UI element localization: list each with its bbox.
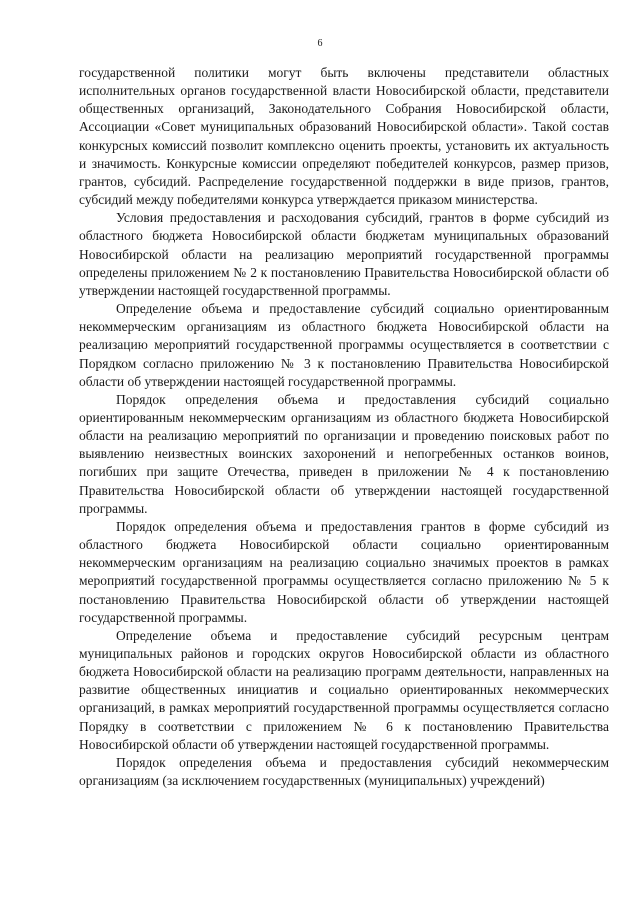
paragraph-grants: Порядок определения объема и предоставления грантов в форме субсидий из областного бюджета Новосибирской области социально ориентированным некоммерческим организациям на реализацию социально значимых проектов в рамках мероприятий государственной программы осуществляется согласно приложению № 5 к постановлению Правительства Новосибирской области об утверждении настоящей государственной программы. <box>79 518 609 625</box>
paragraph-search-works: Порядок определения объема и предоставления субсидий социально ориентированным некоммерческим организациям из областного бюджета Новосибирской области на реализацию мероприятий по организации и проведению поисковых работ по выявлению неизвестных воинских захоронений и непогребенных останков воинов, погибших при защите Отечества, приведен в приложении № 4 к постановлению Правительства Новосибирской области об утверждении настоящей государственной программы. <box>79 391 609 516</box>
paragraph-resource-centers: Определение объема и предоставление субсидий ресурсным центрам муниципальных районов и городских округов Новосибирской области из областного бюджета Новосибирской области на реализацию программ деятельности, направленных на развитие общественных инициатив и социально ориентированных некоммерческих организаций, в рамках мероприятий государственной программы осуществляется согласно Порядку в соответствии с приложением № 6 к постановлению Правительства Новосибирской области об утверждении настоящей государственной программы. <box>79 627 609 752</box>
document-body <box>79 64 609 790</box>
page-number: 6 <box>317 38 323 49</box>
paragraph-nko-subsidies: Определение объема и предоставление субсидий социально ориентированным некоммерческим организациям из областного бюджета Новосибирской области на реализацию мероприятий государственной программы осуществляется в соответствии с Порядком согласно приложению № 3 к постановлению Правительства Новосибирской области об утверждении настоящей государственной программы. <box>79 301 609 389</box>
paragraph-continuation: государственной политики могут быть включены представители областных исполнительных органов государственной власти Новосибирской области, представители общественных организаций, Законодательного Собрания Новосибирской области, Ассоциации «Совет муниципальных образований Новосибирской области». Такой состав конкурсных комиссий позволит комплексно оценить проекты, установить их актуальность и значимость. Конкурсные комиссии определяют победителей конкурсов, размер призов, грантов, субсидий. Распределение государственной поддержки в виде призов, грантов, субсидий между победителями конкурса утверждается приказом министерства. <box>79 65 609 208</box>
paragraph-nonprofit-procedure: Порядок определения объема и предоставления субсидий некоммерческим организациям (за исключением государственных (муниципальных) учреждений) <box>79 754 609 789</box>
paragraph-subsidy-conditions: Условия предоставления и расходования субсидий, грантов в форме субсидий из областного бюджета Новосибирской области бюджетам муниципальных образований Новосибирской области на реализацию мероприятий государственной программы определены приложением № 2 к постановлению Правительства Новосибирской области об утверждении настоящей государственной программы. <box>79 210 609 298</box>
